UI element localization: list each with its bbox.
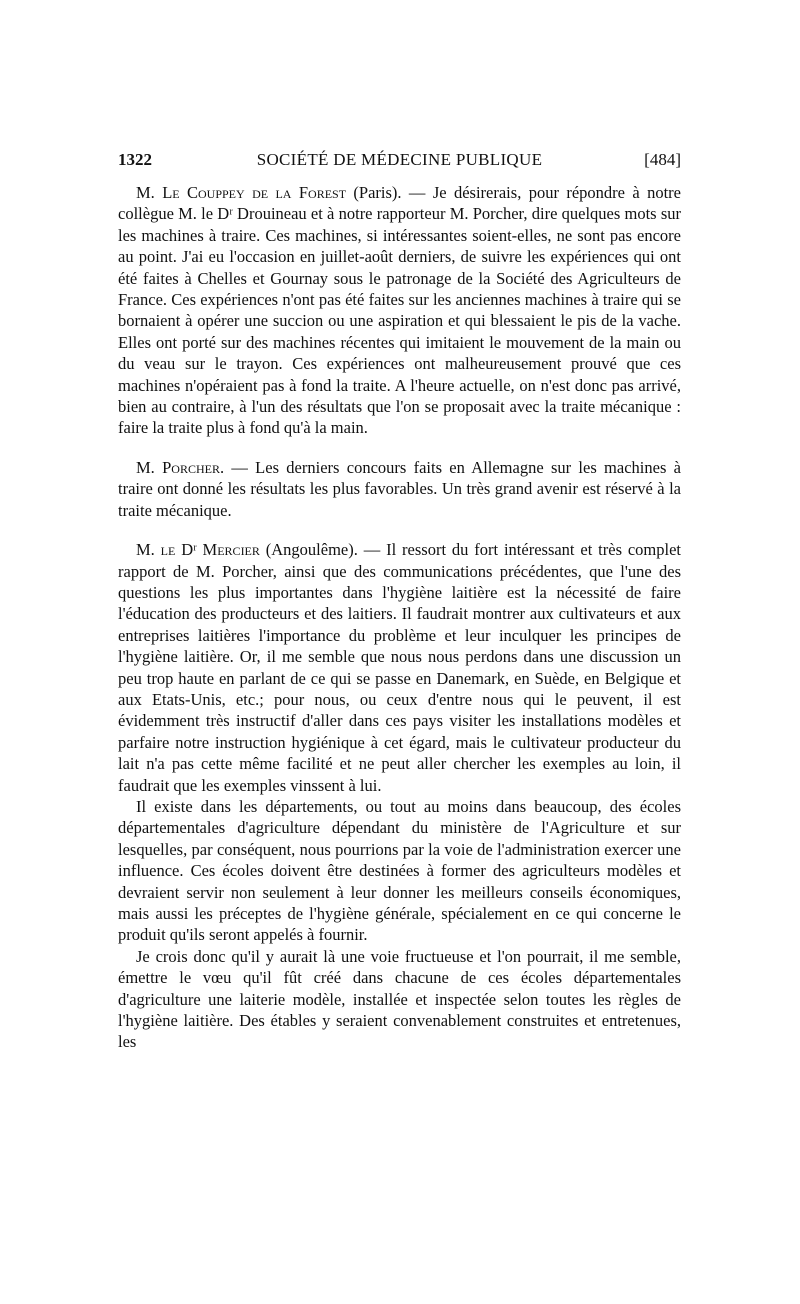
paragraph [118, 796, 681, 946]
paragraph [118, 539, 681, 796]
running-title: SOCIÉTÉ DE MÉDECINE PUBLIQUE [256, 150, 543, 169]
speaker-name: M. Le Couppey de la Forest [136, 183, 347, 202]
speaker-name: M. Porcher. [136, 457, 225, 477]
bracket-page-number: [484] [644, 150, 681, 169]
paragraph-text: Je crois donc qu'il y aurait là une voie fructueuse et l'on pourrait, il me semble, émettre le vœu qu'il fût créé dans chacune de ces écoles départementales d'agriculture une laiterie modèle, installée et inspectée selon toutes les règles de l'hygiène laitière. Des étables y seraient convenablement construites et entretenues, les [118, 946, 681, 1052]
document-body [118, 182, 681, 1053]
paragraph-text: Il existe dans les départements, ou tout au moins dans beaucoup, des écoles départementales d'agriculture dépendant du ministère de l'Agriculture et sur lesquelles, par conséquent, nous pourrions par la voie de l'administration exercer une influence. Ces écoles doivent être destinées à former des agriculteurs modèles et devraient servir non seulement à leur donner les meilleurs conseils économiques, mais aussi les préceptes de l'hygiène générale, spécialement en ce qui concerne le produit qu'ils seront appelés à fournir. [118, 796, 681, 945]
paragraph-text: (Paris). — Je désirerais, pour répondre à notre collègue M. le Dʳ Drouineau et à notre rapporteur M. Porcher, dire quelques mots sur les machines à traire. Ces machines, si intéressantes soient-elles, ne sont pas encore au point. J'ai eu l'occasion en juillet-août derniers, de suivre les expériences qui ont été faites à Chelles et Gournay sous le patronage de la Société des Agriculteurs de France. Ces expériences n'ont pas été faites sur les anciennes machines à traire qui se bornaient à opérer une succion ou une aspiration et qui blessaient le pis de la vache. Elles ont porté sur des machines récentes qui imitaient le mouvement de la main ou du veau sur le trayon. Ces expériences ont malheureusement prouvé que ces machines n'opéraient pas à fond la traite. A l'heure actuelle, on n'est donc pas arrivé, bien au contraire, à l'un des résultats que l'on se proposait avec la traite mécanique : faire la traite plus à fond qu'à la main. [118, 183, 681, 438]
paragraph-text: (Angoulême). — Il ressort du fort intéressant et très complet rapport de M. Porcher, ainsi que des communications précédentes, que l'une des questions les plus importantes dans l'hygiène laitière est la nécessité de faire l'éducation des producteurs et des laitiers. Il faudrait montrer aux cultivateurs et aux entreprises laitières l'importance du problème et leur inculquer les principes de l'hygiène laitière. Or, il me semble que nous nous perdons dans une discussion un peu trop haute en parlant de ce qui se passe en Danemark, en Suède, en Belgique et aux Etats-Unis, etc.; pour nous, ou ceux d'entre nous qui le peuvent, il est évidemment très instructif d'aller dans ces pays visiter les installations modèles et parfaire notre instruction hygiénique à cet égard, mais le cultivateur producteur du lait n'a pas cette même facilité et ne peut aller chercher les exemples au loin, il faudrait que les exemples vinssent à lui. [118, 540, 682, 795]
paragraph [118, 457, 681, 521]
paragraph [118, 182, 681, 439]
speaker-name: M. le Dʳ Mercier [136, 540, 260, 560]
paragraph-text: — Les derniers concours faits en Allemagne sur les machines à traire ont donné les résultats les plus favorables. Un très grand avenir est réservé à la traite mécanique. [118, 457, 681, 520]
paragraph [118, 946, 681, 1053]
page-number: 1322 [118, 150, 152, 169]
running-header [118, 150, 681, 174]
